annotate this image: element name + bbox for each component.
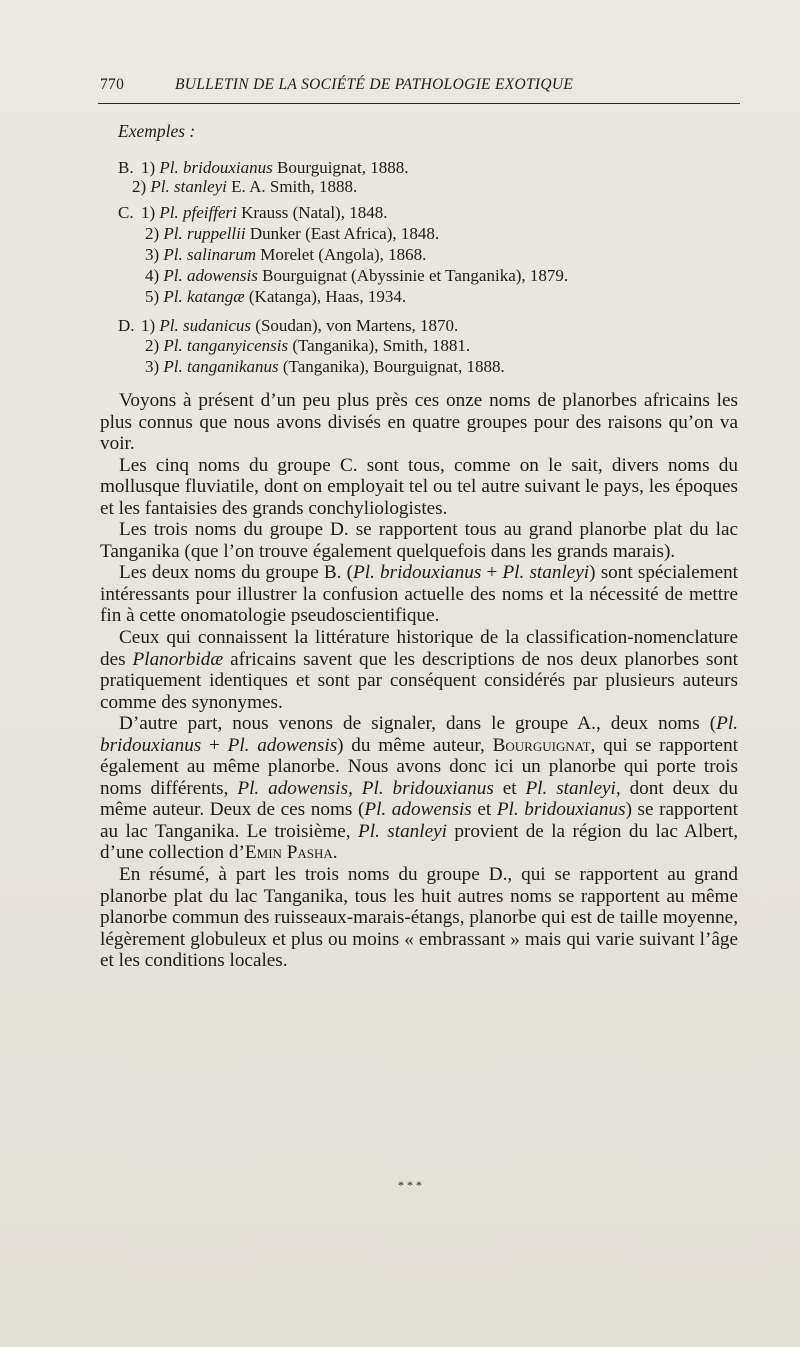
species-name: Pl. katangæ: [163, 287, 245, 306]
paragraph: Les cinq noms du groupe C. sont tous, comme on le sait, divers noms du mollusque fluviatile, dont on employait tel ou tel autre suivant le pays, les époques et les fantaisies des grands conchyliologistes.: [100, 454, 738, 519]
group-letter-b: B.: [118, 158, 134, 177]
section-ornament: * * *: [398, 1178, 422, 1192]
list-item: [141, 203, 387, 223]
species-name: Pl. adowensis: [364, 799, 472, 821]
text-run: et: [471, 799, 497, 821]
list-item: [145, 287, 406, 307]
group-letter-c: C.: [118, 203, 134, 222]
list-item: [145, 357, 505, 377]
item-number: 1): [141, 203, 156, 222]
item-number: 4): [145, 266, 160, 285]
species-name: Pl. bridouxianus: [159, 158, 273, 177]
item-number: 3): [145, 357, 160, 376]
text-run: ,: [348, 777, 362, 799]
plus-sign: +: [481, 562, 503, 584]
text-run: Les deux noms du groupe B. (: [119, 562, 354, 584]
species-name: Pl. bridouxianus: [361, 777, 494, 799]
item-number: 2): [145, 336, 160, 355]
species-name: Pl. stanleyi: [150, 177, 227, 196]
plus-sign: +: [201, 734, 228, 756]
group-letter-d: D.: [118, 316, 135, 335]
list-item: [141, 316, 458, 336]
text-run: et: [493, 777, 526, 799]
item-details: (Soudan), von Martens, 1870.: [255, 316, 459, 335]
item-details: E. A. Smith, 1888.: [231, 177, 358, 196]
list-item: [145, 266, 568, 286]
species-name: Pl. bridouxianus: [353, 562, 482, 584]
species-name: Pl. bridouxianus: [100, 713, 738, 756]
text-run: .: [332, 842, 338, 864]
text-run: D’autre part, nous venons de signaler, dans le groupe A., deux noms (: [119, 713, 717, 735]
species-name: Pl. salinarum: [163, 245, 256, 264]
item-details: (Tanganika), Bourguignat, 1888.: [282, 357, 505, 376]
list-item: [145, 336, 470, 356]
taxon-name: Planorbidæ: [132, 648, 224, 670]
text-run: , dont deux du même auteur. Deux de ces noms (: [100, 777, 738, 821]
item-details: Morelet (Angola), 1868.: [260, 245, 427, 264]
item-number: 1): [141, 158, 156, 177]
item-details: (Katanga), Haas, 1934.: [248, 287, 407, 306]
list-item: [141, 158, 408, 178]
paragraph: [100, 627, 738, 713]
text-run: provient de la région du lac Albert, d’une collection d’: [100, 820, 738, 864]
item-number: 2): [132, 177, 147, 196]
header-rule: [98, 103, 740, 104]
text-run: africains savent que les descriptions de nos deux planorbes sont pratiquement identiques et sont par conséquent considérés par plusieurs auteurs comme des synonymes.: [100, 648, 738, 713]
item-details: Dunker (East Africa), 1848.: [249, 224, 440, 243]
species-name: Pl. bridouxianus: [496, 799, 626, 821]
journal-title: BULLETIN DE LA SOCIÉTÉ DE PATHOLOGIE EXOTIQUE: [175, 76, 574, 93]
item-details: (Tanganika), Smith, 1881.: [292, 336, 471, 355]
text-run: Ceux qui connaissent la littérature historique de la classification-nomenclature des: [100, 627, 738, 670]
species-name: Pl. adowensis: [237, 777, 349, 799]
text-run: , qui se rapportent également au même planorbe. Nous avons donc ici un planorbe qui porte trois noms différents,: [100, 734, 738, 799]
examples-label: Exemples :: [118, 121, 196, 141]
text-run: ) se rapportent au lac Tanganika. Le troisième,: [100, 799, 738, 842]
paragraph: [100, 713, 738, 864]
item-details: Bourguignat (Abyssinie et Tanganika), 1879.: [262, 266, 569, 285]
item-number: 5): [145, 287, 160, 306]
page-number: 770: [100, 76, 125, 93]
paragraph: En résumé, à part les trois noms du groupe D., qui se rapportent au grand planorbe plat du lac Tanganika, tous les huit autres noms se rapportent au même planorbe commun des ruisseaux-marais-étangs, planorbe qui est de taille moyenne, légèrement globuleux et plus ou moins « embrassant » mais qui varie suivant l’âge et les conditions locales.: [100, 864, 738, 972]
species-name: Pl. tanganikanus: [163, 357, 279, 376]
paragraph: [100, 562, 738, 627]
list-item: [145, 224, 439, 244]
species-name: Pl. sudanicus: [159, 316, 252, 335]
item-number: 1): [141, 316, 156, 335]
item-number: 3): [145, 245, 160, 264]
species-name: Pl. ruppellii: [163, 224, 246, 243]
text-run: ) du même auteur,: [337, 734, 493, 756]
species-name: Pl. tanganyicensis: [163, 336, 289, 355]
text-run: ) sont spécialement intéressants pour illustrer la confusion actuelle des noms et la nécessité de mettre fin à cette onomatologie pseudoscientifique.: [100, 562, 739, 627]
list-item: [145, 245, 426, 265]
author-name: Bourguignat: [492, 734, 591, 756]
item-number: 2): [145, 224, 160, 243]
species-name: Pl. stanleyi: [502, 562, 590, 584]
species-name: Pl. adowensis: [163, 266, 258, 285]
species-name: Pl. stanleyi: [358, 820, 447, 842]
species-name: Pl. stanleyi: [525, 777, 616, 799]
item-details: Bourguignat, 1888.: [277, 158, 409, 177]
body-text: [100, 390, 738, 972]
collector-name: Emin Pasha: [244, 842, 333, 864]
item-details: Krauss (Natal), 1848.: [241, 203, 388, 222]
paragraph: Voyons à présent d’un peu plus près ces onze noms de planorbes africains les plus connus que nous avons divisés en quatre groupes pour des raisons qu’on va voir.: [100, 390, 738, 455]
paragraph: Les trois noms du groupe D. se rapportent tous au grand planorbe plat du lac Tanganika (que l’on trouve également quelquefois dans les grands marais).: [100, 519, 738, 562]
species-name: Pl. adowensis: [227, 734, 338, 756]
list-item: [132, 177, 357, 197]
species-name: Pl. pfeifferi: [159, 203, 237, 222]
